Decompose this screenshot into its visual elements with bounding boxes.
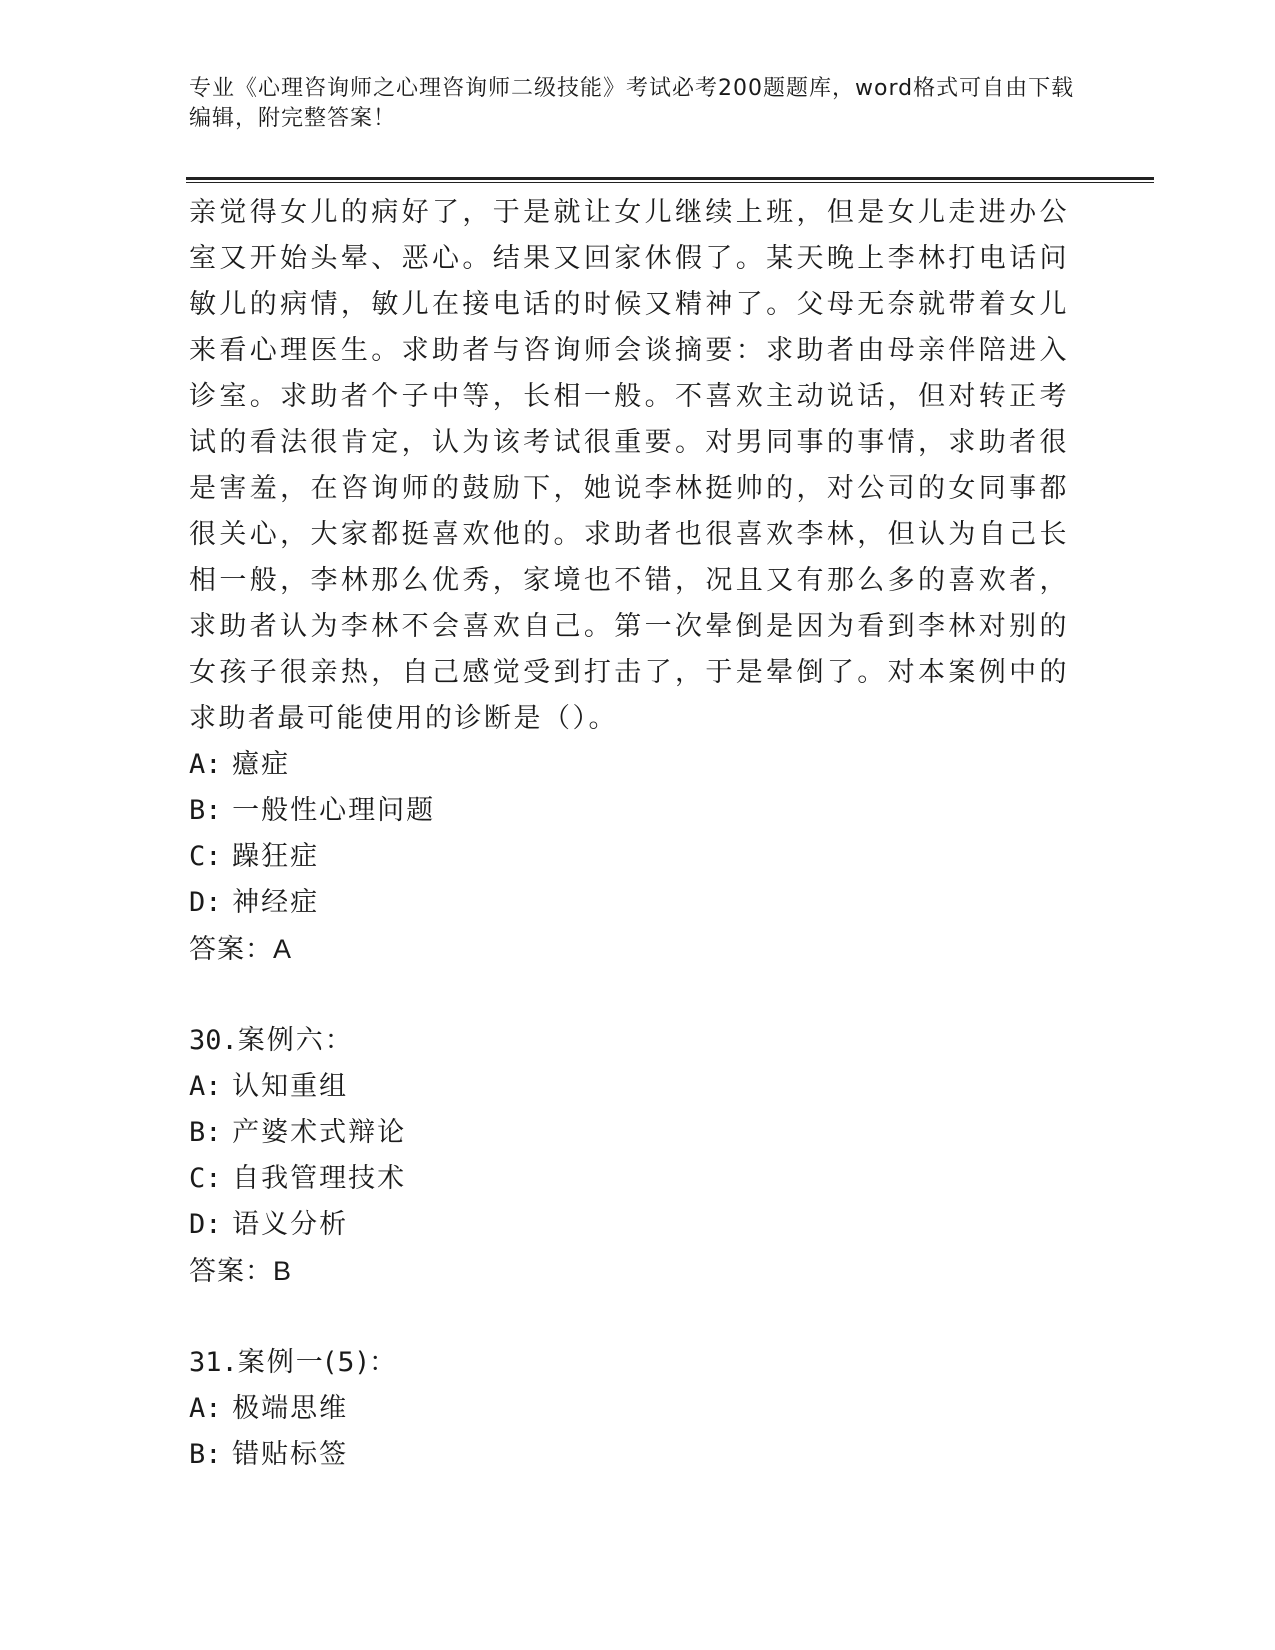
option-text: 自我管理技术 — [232, 1163, 407, 1194]
answer-line — [189, 1248, 1069, 1294]
case-text: 亲觉得女儿的病好了，于是就让女儿继续上班，但是女儿走进办公室又开始头晕、恶心。结果又回家休假了。某天晚上李林打电话问敏儿的病情，敏儿在接电话的时候又精神了。父母无奈就带着女儿来看心理医生。求助者与咨询师会谈摘要：求助者由母亲伴陪进入诊室。求助者个子中等，长相一般。不喜欢主动说话，但对转正考试的看法很肯定，认为该考试很重要。对男同事的事情，求助者很是害羞，在咨询师的鼓励下，她说李林挺帅的，对公司的女同事都很关心，大家都挺喜欢他的。求助者也很喜欢李林，但认为自己长相一般，李林那么优秀，家境也不错，况且又有那么多的喜欢者，求助者认为李林不会喜欢自己。第一次晕倒是因为看到李林对别的女孩子很亲热，自己感觉受到打击了，于是晕倒了。对本案例中的求助者最可能使用的诊断是（）。 — [189, 197, 1069, 734]
option-letter: C: — [189, 1163, 222, 1194]
option-letter: B: — [189, 795, 222, 826]
answer-label: 答案： — [189, 1256, 273, 1286]
document-body — [189, 190, 1069, 1478]
option-text: 神经症 — [232, 887, 320, 918]
option-d — [189, 1202, 1069, 1248]
answer-value: B — [273, 1256, 293, 1286]
option-text: 错贴标签 — [232, 1439, 349, 1470]
question-text: 案例六： — [237, 1025, 354, 1056]
question-number: 31. — [189, 1347, 238, 1378]
option-a — [189, 1064, 1069, 1110]
option-letter: C: — [189, 841, 222, 872]
option-text: 产婆术式辩论 — [232, 1117, 407, 1148]
option-letter: D: — [189, 887, 222, 918]
option-text: 癔症 — [232, 749, 291, 780]
option-a — [189, 742, 1069, 788]
option-letter: B: — [189, 1117, 222, 1148]
question-29-options — [189, 742, 1069, 972]
option-b — [189, 1110, 1069, 1156]
question-stem — [189, 1340, 1069, 1386]
option-letter: B: — [189, 1439, 222, 1470]
document-header — [189, 74, 1079, 134]
document-title: 专业《心理咨询师之心理咨询师二级技能》考试必考200题题库，word格式可自由下载编辑，附完整答案！ — [189, 76, 1075, 131]
question-number: 30. — [189, 1025, 238, 1056]
option-letter: D: — [189, 1209, 222, 1240]
option-c — [189, 834, 1069, 880]
option-b — [189, 1432, 1069, 1478]
option-letter: A: — [189, 1393, 222, 1424]
option-b — [189, 788, 1069, 834]
question-stem — [189, 1018, 1069, 1064]
spacer — [189, 972, 1069, 1018]
option-text: 认知重组 — [232, 1071, 349, 1102]
question-text: 案例一(5)： — [237, 1347, 399, 1378]
spacer — [189, 1294, 1069, 1340]
answer-value: A — [273, 934, 293, 964]
option-letter: A: — [189, 1071, 222, 1102]
option-text: 躁狂症 — [232, 841, 320, 872]
answer-label: 答案： — [189, 934, 273, 964]
header-divider-thick — [186, 177, 1154, 180]
option-text: 一般性心理问题 — [232, 795, 436, 826]
option-a — [189, 1386, 1069, 1432]
answer-line — [189, 926, 1069, 972]
header-divider-thin — [186, 182, 1154, 183]
option-text: 极端思维 — [232, 1393, 349, 1424]
option-c — [189, 1156, 1069, 1202]
option-d — [189, 880, 1069, 926]
option-text: 语义分析 — [232, 1209, 349, 1240]
question-31 — [189, 1340, 1069, 1478]
question-30 — [189, 1018, 1069, 1294]
option-letter: A: — [189, 749, 222, 780]
